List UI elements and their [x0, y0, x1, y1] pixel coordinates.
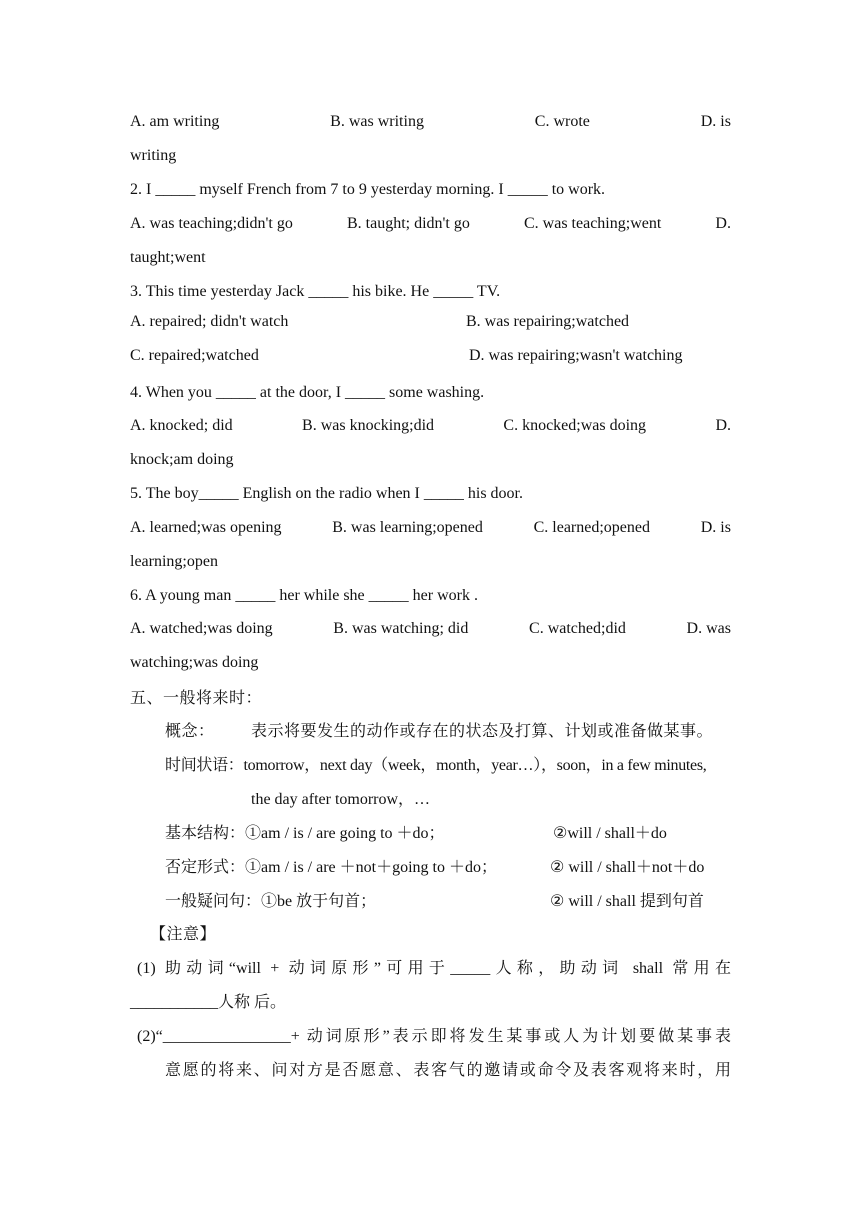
section-heading: 五、一般将来时： [130, 690, 263, 707]
time-text: tomorrow，next day（week，month，year…），soon，in a few minutes, [243, 757, 707, 774]
q1-options [130, 110, 731, 134]
q4-option-a: A. knocked; did [130, 417, 233, 434]
q6-option-wrap: watching;was doing [130, 654, 259, 671]
question-1: ①be 放于句首； [261, 893, 377, 910]
note2-line2: 意愿的将来、问对方是否愿意、表客气的邀请或命令及表客观将来时，用 [165, 1062, 731, 1079]
question-2: ② will / shall 提到句首 [550, 893, 704, 910]
q4-option-wrap: knock;am doing [130, 451, 234, 468]
concept-label: 概念： [165, 723, 215, 740]
note2-line1: (2)“________________+ 动词原形”表示即将发生某事或人为计划要做某事表 [137, 1028, 731, 1045]
notes-heading: 【注意】 [150, 926, 217, 943]
structure-label: 基本结构： [165, 825, 246, 842]
q1-option-d: D. is [700, 113, 731, 130]
q6-options [130, 617, 731, 641]
q4-option-d: D. [715, 417, 731, 434]
question-label: 一般疑问句： [165, 893, 262, 910]
q5-option-a: A. learned;was opening [130, 519, 282, 536]
q2-option-wrap: taught;went [130, 249, 206, 266]
q4-option-b: B. was knocking;did [302, 417, 435, 434]
q3-option-d: D. was repairing;wasn't watching [469, 347, 683, 364]
note1-line1: (1) 助动词“will + 动词原形”可用于_____人称，助动词 shall 常用在 [137, 960, 731, 977]
q5-stem: 5. The boy_____ English on the radio when I _____ his door. [130, 485, 523, 502]
question-line [165, 888, 376, 911]
negative-line [165, 854, 497, 877]
q1-option-wrap: writing [130, 147, 177, 164]
q3-option-b: B. was repairing;watched [466, 313, 630, 330]
q2-option-c: C. was teaching;went [524, 215, 662, 232]
q3-option-c: C. repaired;watched [130, 347, 259, 364]
q6-option-d: D. was [686, 620, 731, 637]
negative-2: ② will / shall＋not＋do [550, 859, 705, 876]
time-adverbial [165, 752, 706, 775]
time-text-continued: the day after tomorrow，… [251, 791, 431, 808]
q4-options [130, 414, 731, 438]
q2-option-b: B. taught; didn't go [346, 215, 470, 232]
q4-option-c: C. knocked;was doing [503, 417, 647, 434]
q1-option-b: B. was writing [330, 113, 424, 130]
q2-options [130, 212, 731, 236]
q3-option-a: A. repaired; didn't watch [130, 313, 289, 330]
q2-option-a: A. was teaching;didn't go [130, 215, 293, 232]
q6-option-a: A. watched;was doing [130, 620, 273, 637]
structure-1: ①am / is / are going to ＋do； [245, 825, 445, 842]
q1-option-c: C. wrote [534, 113, 590, 130]
structure-line [165, 820, 445, 843]
q5-option-b: B. was learning;opened [332, 519, 483, 536]
q3-stem: 3. This time yesterday Jack _____ his bike. He _____ TV. [130, 283, 501, 300]
q5-option-c: C. learned;opened [533, 519, 651, 536]
q5-option-wrap: learning;open [130, 553, 218, 570]
structure-2: ②will / shall＋do [553, 825, 667, 842]
concept-text: 表示将要发生的动作或存在的状态及打算、计划或准备做某事。 [251, 723, 714, 740]
q5-option-d: D. is [700, 519, 731, 536]
q2-stem: 2. I _____ myself French from 7 to 9 yesterday morning. I _____ to work. [130, 181, 606, 198]
q1-option-a: A. am writing [130, 113, 220, 130]
time-label: 时间状语： [165, 757, 244, 774]
q6-option-c: C. watched;did [529, 620, 626, 637]
negative-1: ①am / is / are ＋not＋going to ＋do； [245, 859, 497, 876]
q5-options [130, 516, 731, 540]
q4-stem: 4. When you _____ at the door, I _____ some washing. [130, 384, 485, 401]
negative-label: 否定形式： [165, 859, 246, 876]
note1-line2: ___________人称 后。 [130, 994, 287, 1011]
q2-option-d: D. [715, 215, 731, 232]
q6-option-b: B. was watching; did [333, 620, 469, 637]
q6-stem: 6. A young man _____ her while she _____ her work . [130, 587, 478, 604]
